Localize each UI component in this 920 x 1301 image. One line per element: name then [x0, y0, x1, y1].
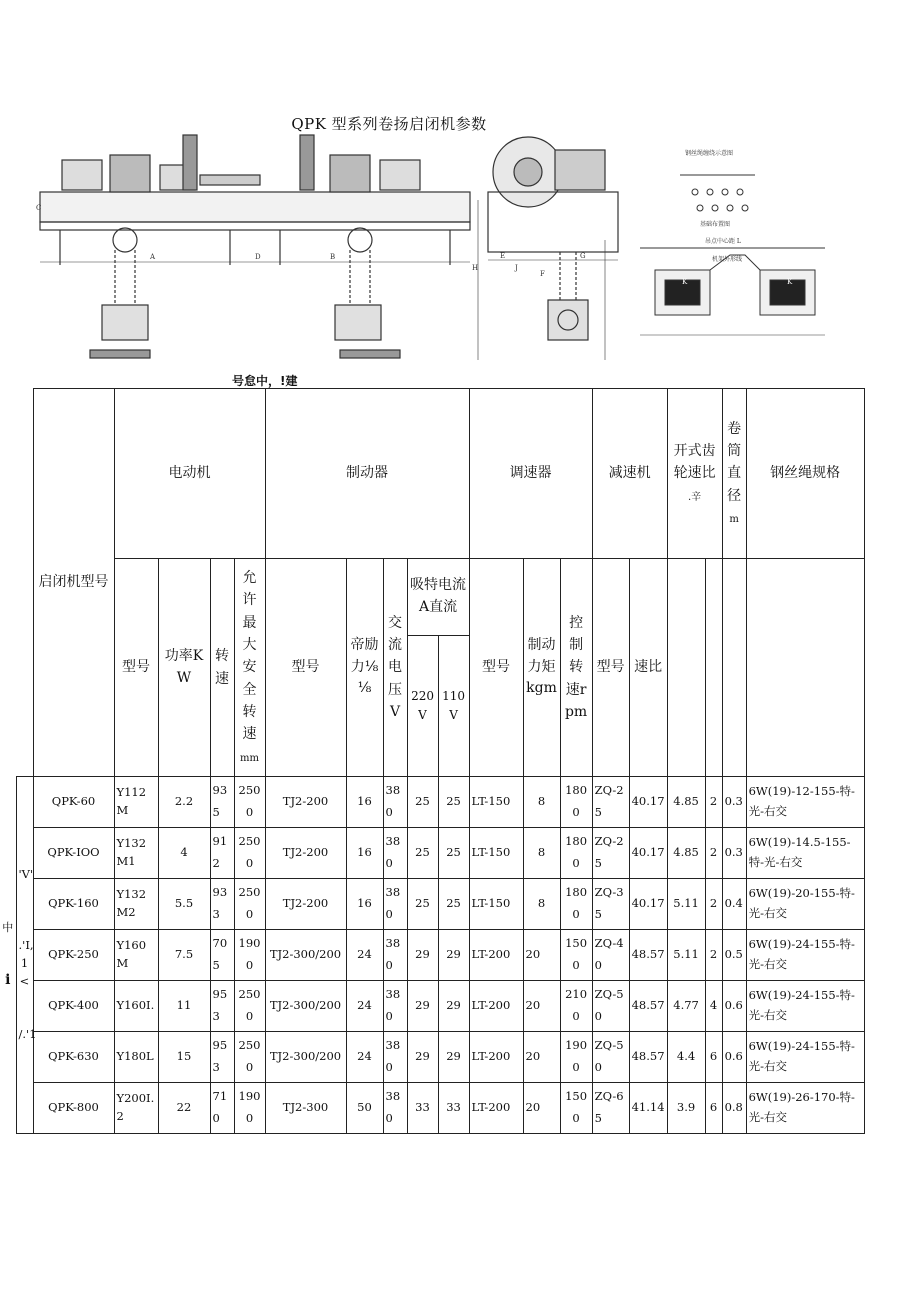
- cell-brake: TJ2-200: [265, 828, 346, 879]
- cell-power: 7.5: [158, 930, 210, 981]
- table-row: [0, 777, 864, 828]
- cell-brake: TJ2-300/200: [265, 981, 346, 1032]
- dim-label-a: A: [150, 253, 156, 261]
- cell-brake: TJ2-300/200: [265, 1032, 346, 1083]
- header-brake-force: 帝励力⅛⅛: [346, 559, 383, 777]
- cell-force: 24: [346, 930, 383, 981]
- dim-label-c: C: [36, 204, 42, 212]
- header-brake-suction-group: [407, 559, 469, 777]
- cell-note: 6: [705, 1032, 722, 1083]
- cell-ac: 380: [383, 1083, 407, 1134]
- cell-max: 1900: [234, 930, 265, 981]
- cell-speed: 933: [210, 879, 234, 930]
- cell-drum: 0.8: [722, 1083, 746, 1134]
- header-brake-220: 220V: [408, 636, 439, 776]
- cell-torque: 20: [523, 1083, 560, 1134]
- cell-red: ZQ-50: [592, 1032, 629, 1083]
- cell-a110: 33: [438, 1083, 469, 1134]
- cell-power: 15: [158, 1032, 210, 1083]
- cell-power: 5.5: [158, 879, 210, 930]
- cell-gov: LT-200: [469, 1032, 523, 1083]
- cell-note: 2: [705, 777, 722, 828]
- header-drum-unit: m: [729, 514, 739, 526]
- cell-rope: 6W(19)-20-155-特-光-右交: [746, 879, 864, 930]
- header-gov-torque: 制动力矩kgm: [523, 559, 560, 777]
- cell-ac: 380: [383, 930, 407, 981]
- cell-torque: 20: [523, 930, 560, 981]
- cell-ctrl: 1800: [560, 777, 592, 828]
- cell-a110: 29: [438, 930, 469, 981]
- side-mark-v: 'V': [18, 866, 34, 881]
- header-open-gear: [667, 389, 722, 559]
- header-governor: 调速器: [469, 389, 592, 559]
- cell-ac: 380: [383, 777, 407, 828]
- header-motor-power: 功率K W: [158, 559, 210, 777]
- cell-model: QPK-60: [33, 777, 114, 828]
- cell-brake: TJ2-300/200: [265, 930, 346, 981]
- cell-red: ZQ-40: [592, 930, 629, 981]
- cell-ctrl: 2100: [560, 981, 592, 1032]
- dim-label-e: E: [500, 252, 506, 260]
- cell-speed: 953: [210, 1032, 234, 1083]
- cell-drum: 0.6: [722, 1032, 746, 1083]
- dim-label-b: B: [330, 253, 336, 261]
- header-note-sub: [705, 559, 722, 777]
- cell-motor: Y160I.: [114, 981, 158, 1032]
- plan-label-k-left: K: [682, 278, 688, 286]
- cell-rope: 6W(19)-24-155-特-光-右交: [746, 1032, 864, 1083]
- cell-rope: 6W(19)-14.5-155-特-光-右交: [746, 828, 864, 879]
- cell-speed: 710: [210, 1083, 234, 1134]
- cell-force: 16: [346, 879, 383, 930]
- cell-gov: LT-200: [469, 981, 523, 1032]
- cell-drum: 0.4: [722, 879, 746, 930]
- header-gear-sub: [667, 559, 705, 777]
- cell-a220: 25: [407, 828, 438, 879]
- cell-a220: 25: [407, 879, 438, 930]
- cell-model: QPK-400: [33, 981, 114, 1032]
- header-red-type: 型号: [592, 559, 629, 777]
- cell-drum: 0.3: [722, 828, 746, 879]
- cell-max: 2500: [234, 981, 265, 1032]
- side-mark-i: i: [5, 971, 11, 988]
- cell-ratio: 41.14: [629, 1083, 667, 1134]
- table-row: [0, 930, 864, 981]
- header-drum-sub: [722, 559, 746, 777]
- cell-a220: 25: [407, 777, 438, 828]
- cell-brake: TJ2-200: [265, 777, 346, 828]
- parameter-table: [0, 388, 865, 1134]
- cell-red: ZQ-50: [592, 981, 629, 1032]
- cell-model: QPK-160: [33, 879, 114, 930]
- header-brake-ac: 交流电压V: [383, 559, 407, 777]
- cell-rope: 6W(19)-24-155-特-光-右交: [746, 981, 864, 1032]
- cell-a110: 29: [438, 981, 469, 1032]
- cell-force: 16: [346, 777, 383, 828]
- cell-red: ZQ-35: [592, 879, 629, 930]
- cell-torque: 8: [523, 879, 560, 930]
- header-gov-type: 型号: [469, 559, 523, 777]
- dim-label-h: H: [472, 264, 479, 272]
- table-row: [0, 879, 864, 930]
- cell-ctrl: 1800: [560, 828, 592, 879]
- cell-max: 1900: [234, 1083, 265, 1134]
- cell-brake: TJ2-200: [265, 879, 346, 930]
- cell-gov: LT-200: [469, 930, 523, 981]
- header-brake-type: 型号: [265, 559, 346, 777]
- cell-a220: 29: [407, 981, 438, 1032]
- corner-blank: [0, 389, 33, 777]
- cell-max: 2500: [234, 879, 265, 930]
- plan-title-rope: 钢丝绳缠绕示意图: [685, 150, 734, 157]
- cell-a220: 33: [407, 1083, 438, 1134]
- cell-drum: 0.6: [722, 981, 746, 1032]
- cell-power: 4: [158, 828, 210, 879]
- figure-caption: 号怠中，!建: [232, 374, 298, 388]
- cell-red: ZQ-65: [592, 1083, 629, 1134]
- cell-ratio: 40.17: [629, 828, 667, 879]
- cell-a220: 29: [407, 1032, 438, 1083]
- cell-gear: 4.77: [667, 981, 705, 1032]
- header-rope-sub: [746, 559, 864, 777]
- cell-brake: TJ2-300: [265, 1083, 346, 1134]
- side-mark-1: .'I,1<: [18, 938, 34, 988]
- dim-label-f: F: [540, 270, 545, 278]
- cell-model: QPK-IOO: [33, 828, 114, 879]
- header-red-ratio: 速比: [629, 559, 667, 777]
- plan-label-k-right: K: [787, 278, 793, 286]
- header-model: 启闭机型号: [33, 389, 114, 777]
- cell-ctrl: 1500: [560, 1083, 592, 1134]
- cell-ratio: 48.57: [629, 1032, 667, 1083]
- cell-note: 6: [705, 1083, 722, 1134]
- cell-a110: 25: [438, 777, 469, 828]
- table-row: [0, 981, 864, 1032]
- cell-force: 16: [346, 828, 383, 879]
- hoist-side-view-drawing: [472, 137, 618, 360]
- cell-note: 2: [705, 930, 722, 981]
- cell-model: QPK-630: [33, 1032, 114, 1083]
- header-motor-max-text: 允许最大安全转速: [242, 569, 257, 743]
- cell-motor: Y180L: [114, 1032, 158, 1083]
- cell-speed: 953: [210, 981, 234, 1032]
- plan-frame-line: 机架外形线: [712, 256, 743, 263]
- table-row: [0, 1032, 864, 1083]
- cell-motor: Y132M1: [114, 828, 158, 879]
- cell-torque: 20: [523, 981, 560, 1032]
- cell-torque: 20: [523, 1032, 560, 1083]
- side-mark-2: /.'1: [18, 1027, 37, 1042]
- cell-max: 2500: [234, 777, 265, 828]
- cell-power: 2.2: [158, 777, 210, 828]
- header-drum: [722, 389, 746, 559]
- cell-note: 2: [705, 879, 722, 930]
- cell-motor: Y132M2: [114, 879, 158, 930]
- cell-torque: 8: [523, 828, 560, 879]
- cell-ac: 380: [383, 1032, 407, 1083]
- cell-ac: 380: [383, 828, 407, 879]
- cell-gov: LT-200: [469, 1083, 523, 1134]
- cell-speed: 935: [210, 777, 234, 828]
- header-reducer: 减速机: [592, 389, 667, 559]
- header-motor-speed: 转速: [210, 559, 234, 777]
- cell-force: 24: [346, 1032, 383, 1083]
- cell-model: QPK-250: [33, 930, 114, 981]
- cell-note: 4: [705, 981, 722, 1032]
- cell-drum: 0.3: [722, 777, 746, 828]
- header-motor-type: 型号: [114, 559, 158, 777]
- side-mark-left: [0, 777, 16, 1134]
- header-brake: 制动器: [265, 389, 469, 559]
- cell-red: ZQ-25: [592, 828, 629, 879]
- dim-label-g: G: [580, 252, 586, 260]
- cell-a110: 25: [438, 879, 469, 930]
- cell-ctrl: 1800: [560, 879, 592, 930]
- cell-power: 22: [158, 1083, 210, 1134]
- cell-rope: 6W(19)-12-155-特-光-右交: [746, 777, 864, 828]
- table-row: [0, 828, 864, 879]
- cell-motor: Y160M: [114, 930, 158, 981]
- hoist-plan-view-drawing: [640, 149, 825, 335]
- cell-ratio: 40.17: [629, 879, 667, 930]
- cell-gov: LT-150: [469, 879, 523, 930]
- cell-gear: 4.4: [667, 1032, 705, 1083]
- plan-center-distance: 吊点中心距 L: [705, 238, 741, 245]
- dim-label-j: J: [515, 264, 518, 272]
- cell-ratio: 48.57: [629, 930, 667, 981]
- cell-ac: 380: [383, 981, 407, 1032]
- cell-model: QPK-800: [33, 1083, 114, 1134]
- cell-note: 2: [705, 828, 722, 879]
- page-title: QPK 型系列卷扬启闭机参数: [291, 115, 487, 133]
- cell-motor: Y112M: [114, 777, 158, 828]
- cell-ratio: 48.57: [629, 981, 667, 1032]
- cell-drum: 0.5: [722, 930, 746, 981]
- cell-rope: 6W(19)-26-170-特-光-右交: [746, 1083, 864, 1134]
- cell-a110: 25: [438, 828, 469, 879]
- cell-gear: 4.85: [667, 828, 705, 879]
- cell-force: 50: [346, 1083, 383, 1134]
- dim-label-d: D: [255, 253, 261, 261]
- cell-torque: 8: [523, 777, 560, 828]
- cell-force: 24: [346, 981, 383, 1032]
- cell-power: 11: [158, 981, 210, 1032]
- cell-ctrl: 1500: [560, 930, 592, 981]
- hoist-front-view-drawing: [36, 135, 470, 358]
- cell-motor: Y200I.2: [114, 1083, 158, 1134]
- cell-max: 2500: [234, 828, 265, 879]
- cell-ctrl: 1900: [560, 1032, 592, 1083]
- technical-drawings: [0, 130, 920, 375]
- cell-a110: 29: [438, 1032, 469, 1083]
- side-mark-right: [16, 777, 37, 1134]
- cell-gear: 5.11: [667, 930, 705, 981]
- header-motor: 电动机: [114, 389, 265, 559]
- cell-gear: 5.11: [667, 879, 705, 930]
- cell-rope: 6W(19)-24-155-特-光-右交: [746, 930, 864, 981]
- side-mark-zhong: 中: [2, 920, 14, 934]
- cell-speed: 705: [210, 930, 234, 981]
- cell-speed: 912: [210, 828, 234, 879]
- cell-max: 2500: [234, 1032, 265, 1083]
- header-open-gear-note: .辛: [687, 491, 702, 503]
- header-drum-text: 卷筒直径: [727, 420, 742, 504]
- header-brake-110: 110V: [442, 689, 465, 722]
- table-row: [0, 1083, 864, 1134]
- header-motor-max-unit: mm: [240, 752, 259, 764]
- cell-red: ZQ-25: [592, 777, 629, 828]
- cell-gear: 4.85: [667, 777, 705, 828]
- header-brake-suction: 吸特电流A直流: [408, 559, 469, 636]
- header-open-gear-text: 开式齿轮速比: [673, 442, 716, 482]
- plan-title-foundation: 基础布置图: [700, 221, 731, 228]
- header-rope: 钢丝绳规格: [746, 389, 864, 559]
- header-gov-speed: 控制转速rpm: [560, 559, 592, 777]
- cell-gov: LT-150: [469, 828, 523, 879]
- cell-gov: LT-150: [469, 777, 523, 828]
- cell-ratio: 40.17: [629, 777, 667, 828]
- cell-a220: 29: [407, 930, 438, 981]
- header-motor-max: [234, 559, 265, 777]
- cell-gear: 3.9: [667, 1083, 705, 1134]
- cell-ac: 380: [383, 879, 407, 930]
